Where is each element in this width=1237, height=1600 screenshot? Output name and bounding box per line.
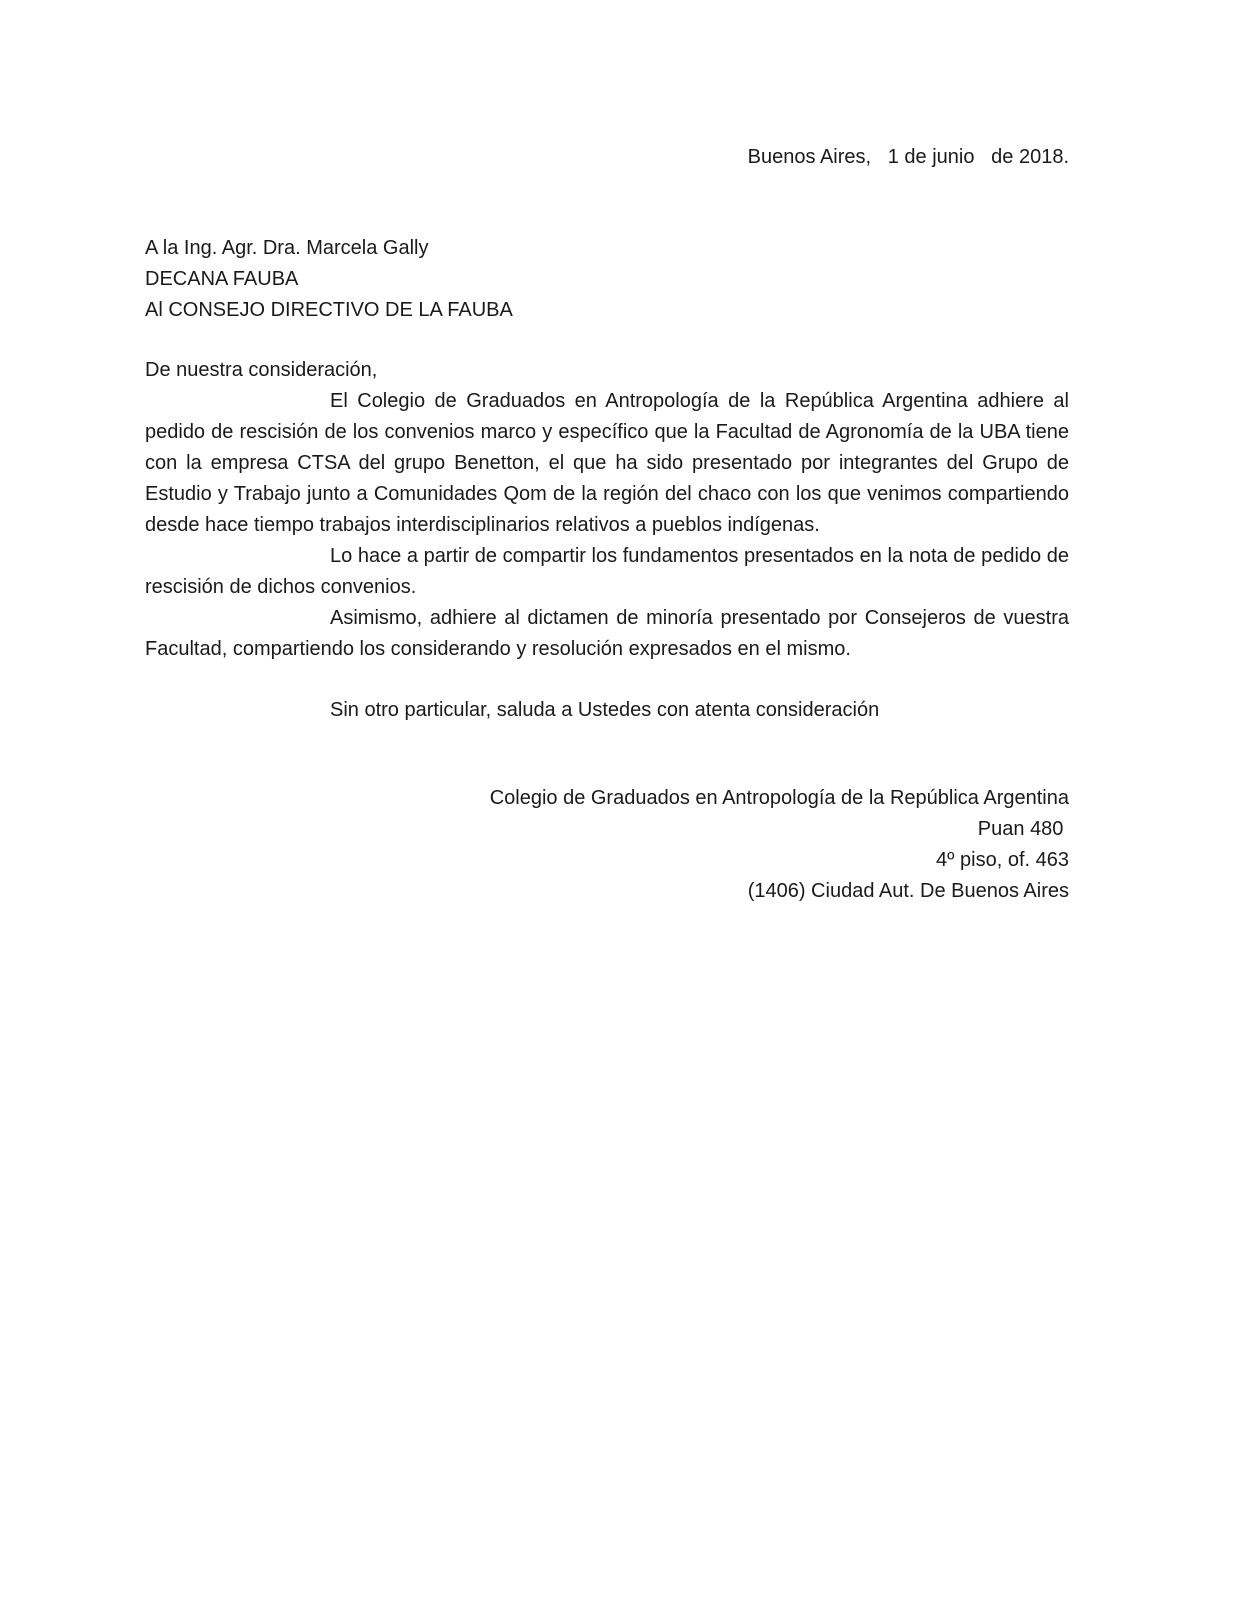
salutation: De nuestra consideración, xyxy=(145,359,378,381)
letter-body xyxy=(145,355,1069,726)
signature-block xyxy=(490,783,1069,907)
signature-city: (1406) Ciudad Aut. De Buenos Aires xyxy=(747,880,1069,902)
recipient-title: DECANA FAUBA xyxy=(145,268,299,290)
signature-organization: Colegio de Graduados en Antropología de la República Argentina xyxy=(489,787,1069,809)
closing-line: Sin otro particular, saluda a Ustedes con atenta consideración xyxy=(330,699,880,721)
body-paragraph-1: El Colegio de Graduados en Antropología de la República Argentina adhiere al pedido de rescisión de los convenios marco y específico que la Facultad de Agronomía de la UBA tiene con la empresa CTSA del grupo Benetton, el que ha sido presentado por integrantes del Grupo de Estudio y Trabajo junto a Comunidades Qom de la región del chaco con los que venimos compartiendo desde hace tiempo trabajos interdisciplinarios relativos a pueblos indígenas. xyxy=(145,390,1069,536)
recipient-block xyxy=(145,233,513,326)
body-paragraph-3: Asimismo, adhiere al dictamen de minoría presentado por Consejeros de vuestra Facultad, compartiendo los considerando y resolución expresados en el mismo. xyxy=(145,607,1069,660)
letter-date: Buenos Aires, 1 de junio de 2018. xyxy=(747,146,1069,168)
recipient-council: Al CONSEJO DIRECTIVO DE LA FAUBA xyxy=(145,299,513,321)
recipient-name: A la Ing. Agr. Dra. Marcela Gally xyxy=(145,237,429,259)
body-paragraph-2: Lo hace a partir de compartir los fundamentos presentados en la nota de pedido de rescisión de dichos convenios. xyxy=(145,545,1069,598)
signature-floor: 4º piso, of. 463 xyxy=(936,849,1069,871)
signature-street: Puan 480 xyxy=(977,818,1069,840)
